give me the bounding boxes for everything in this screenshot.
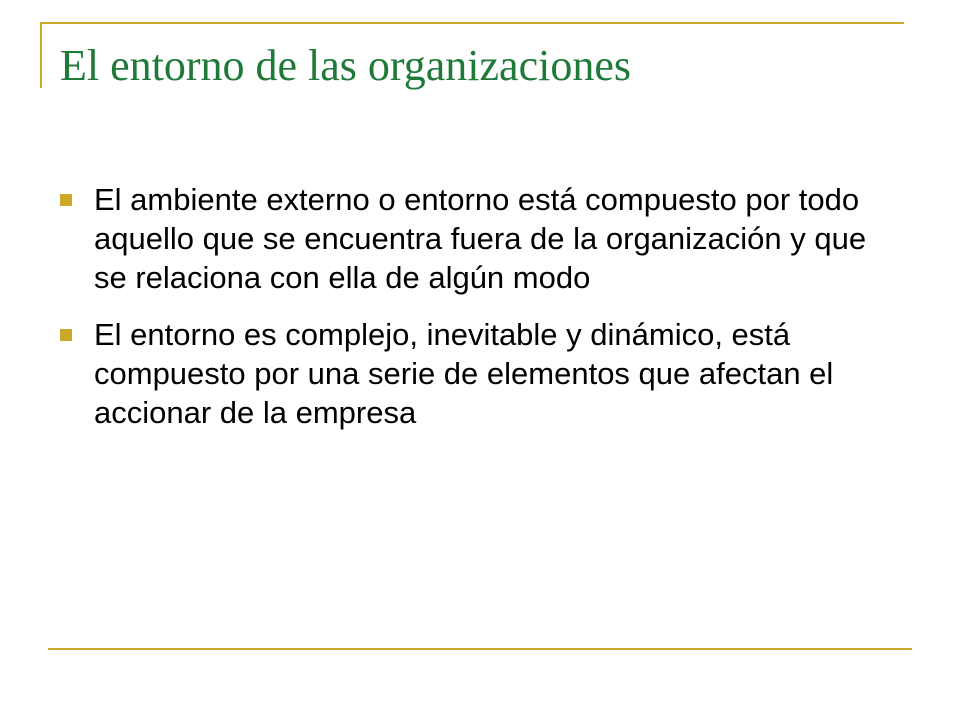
bullet-text: El ambiente externo o entorno está compuesto por todo aquello que se encuentra fuera de la organización y que se relaciona con ella de algún modo <box>94 182 867 295</box>
square-bullet-icon <box>60 329 72 341</box>
bullet-item <box>60 315 880 432</box>
top-rule <box>40 22 904 24</box>
square-bullet-icon <box>60 194 72 206</box>
left-rule <box>40 22 42 88</box>
bullet-text: El entorno es complejo, inevitable y dinámico, está compuesto por una serie de elementos que afectan el accionar de la empresa <box>94 317 834 430</box>
bottom-rule <box>48 648 912 650</box>
bullet-item <box>60 180 880 297</box>
slide-title: El entorno de las organizaciones <box>60 41 631 90</box>
bullet-list <box>60 180 880 450</box>
